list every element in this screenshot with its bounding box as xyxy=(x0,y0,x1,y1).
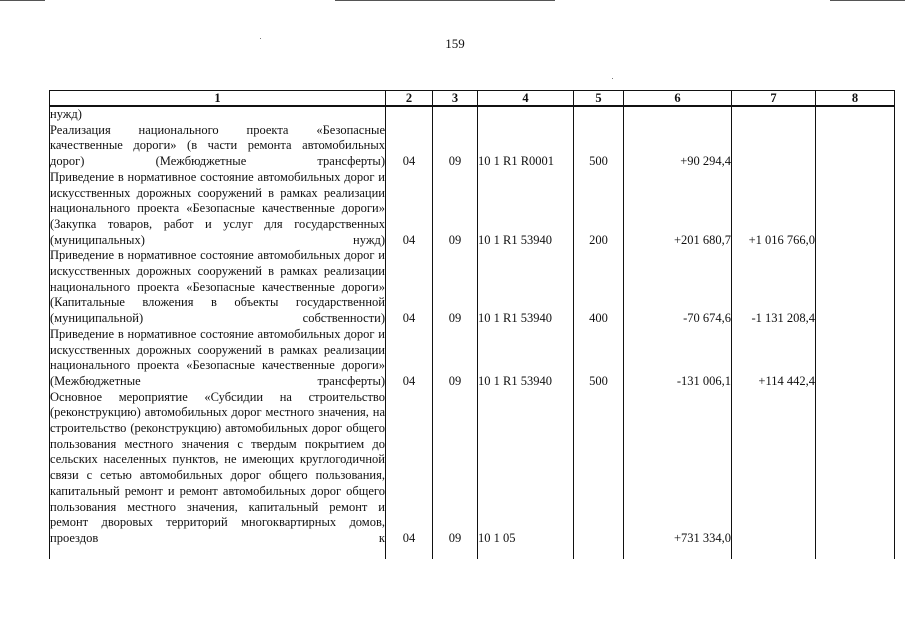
cell-amount-col8 xyxy=(816,123,895,170)
cell-section: 04 xyxy=(386,327,433,390)
cell-target-article: 10 1 R1 53940 xyxy=(478,170,574,249)
header-col-8: 8 xyxy=(816,91,895,107)
header-col-2: 2 xyxy=(386,91,433,107)
cell-amount-col6: +90 294,4 xyxy=(624,123,732,170)
cell-amount-col8 xyxy=(816,106,895,123)
cell-section: 04 xyxy=(386,123,433,170)
row-description: Приведение в нормативное состояние автомобильных дорог и искусственных дорожных сооружений в рамках реализации национального проекта «Безопасные качественные дороги» (Капитальные вложения в объекты государственной (муниципальной) собственности) xyxy=(50,248,385,326)
table-row xyxy=(50,106,895,123)
cell-expense-type: 200 xyxy=(574,170,624,249)
cell-target-article: 10 1 R1 R0001 xyxy=(478,123,574,170)
top-edge-right xyxy=(830,0,905,1)
cell-subsection xyxy=(433,106,478,123)
cell-amount-col7: +114 442,4 xyxy=(732,327,816,390)
cell-amount-col7 xyxy=(732,106,816,123)
cell-expense-type: 500 xyxy=(574,327,624,390)
scan-speck xyxy=(612,78,613,79)
cell-amount-col8 xyxy=(816,390,895,547)
page-number: 159 xyxy=(445,36,465,51)
table-continuation xyxy=(50,547,895,559)
cell-amount-col7 xyxy=(732,123,816,170)
cell-section: 04 xyxy=(386,248,433,327)
table-row xyxy=(50,248,895,327)
cell-amount-col6: +731 334,0 xyxy=(624,390,732,547)
cell-amount-col7: +1 016 766,0 xyxy=(732,170,816,249)
top-edge-left xyxy=(0,0,45,1)
cell-expense-type xyxy=(574,390,624,547)
table-row xyxy=(50,123,895,170)
cell-target-article xyxy=(478,106,574,123)
row-description: Приведение в нормативное состояние автомобильных дорог и искусственных дорожных сооружений в рамках реализации национального проекта «Безопасные качественные дороги» (Закупка товаров, работ и услуг для государственных (муниципальных) нужд) xyxy=(50,169,385,247)
cell-amount-col8 xyxy=(816,327,895,390)
row-description: Приведение в нормативное состояние автомобильных дорог и искусственных дорожных сооружений в рамках реализации национального проекта «Безопасные качественные дороги» (Межбюджетные трансферты) xyxy=(50,326,385,388)
cell-subsection: 09 xyxy=(433,170,478,249)
table-row xyxy=(50,170,895,249)
cell-amount-col8 xyxy=(816,170,895,249)
cell-amount-col7 xyxy=(732,390,816,547)
cell-amount-col6 xyxy=(624,106,732,123)
cell-subsection: 09 xyxy=(433,327,478,390)
cell-amount-col6: +201 680,7 xyxy=(624,170,732,249)
cell-expense-type xyxy=(574,106,624,123)
header-col-4: 4 xyxy=(478,91,574,107)
header-col-3: 3 xyxy=(433,91,478,107)
budget-table xyxy=(49,90,895,559)
cell-subsection: 09 xyxy=(433,390,478,547)
header-col-1: 1 xyxy=(50,91,386,107)
scan-speck xyxy=(260,38,261,39)
cell-amount-col6: -131 006,1 xyxy=(624,327,732,390)
table-row xyxy=(50,327,895,390)
row-description: Реализация национального проекта «Безопасные качественные дороги» (в части ремонта автомобильных дорог) (Межбюджетные трансферты) xyxy=(50,122,385,169)
cell-subsection: 09 xyxy=(433,248,478,327)
row-description: Основное мероприятие «Субсидии на строительство (реконструкцию) автомобильных дорог местного значения, на строительство (реконструкцию) автомобильных дорог общего пользования местного значения с твердым покрытием до сельских населенных пунктов, не имеющих круглогодичной связи с сетью автомобильных дорог общего пользования, капитальный ремонт и ремонт автомобильных дорог общего пользования местного значения, капитальный ремонт и ремонт дворовых территорий многоквартирных домов, проездов к xyxy=(50,389,385,545)
table-row xyxy=(50,390,895,547)
cell-amount-col6: -70 674,6 xyxy=(624,248,732,327)
cell-target-article: 10 1 R1 53940 xyxy=(478,248,574,327)
cell-section: 04 xyxy=(386,170,433,249)
cell-amount-col8 xyxy=(816,248,895,327)
cell-target-article: 10 1 R1 53940 xyxy=(478,327,574,390)
header-col-6: 6 xyxy=(624,91,732,107)
cell-section: 04 xyxy=(386,390,433,547)
top-edge-middle xyxy=(335,0,555,1)
header-col-7: 7 xyxy=(732,91,816,107)
table-header-row xyxy=(50,91,895,107)
cell-amount-col7: -1 131 208,4 xyxy=(732,248,816,327)
cell-target-article: 10 1 05 xyxy=(478,390,574,547)
row-description: нужд) xyxy=(50,106,386,123)
cell-expense-type: 400 xyxy=(574,248,624,327)
cell-expense-type: 500 xyxy=(574,123,624,170)
header-col-5: 5 xyxy=(574,91,624,107)
cell-subsection: 09 xyxy=(433,123,478,170)
cell-section xyxy=(386,106,433,123)
